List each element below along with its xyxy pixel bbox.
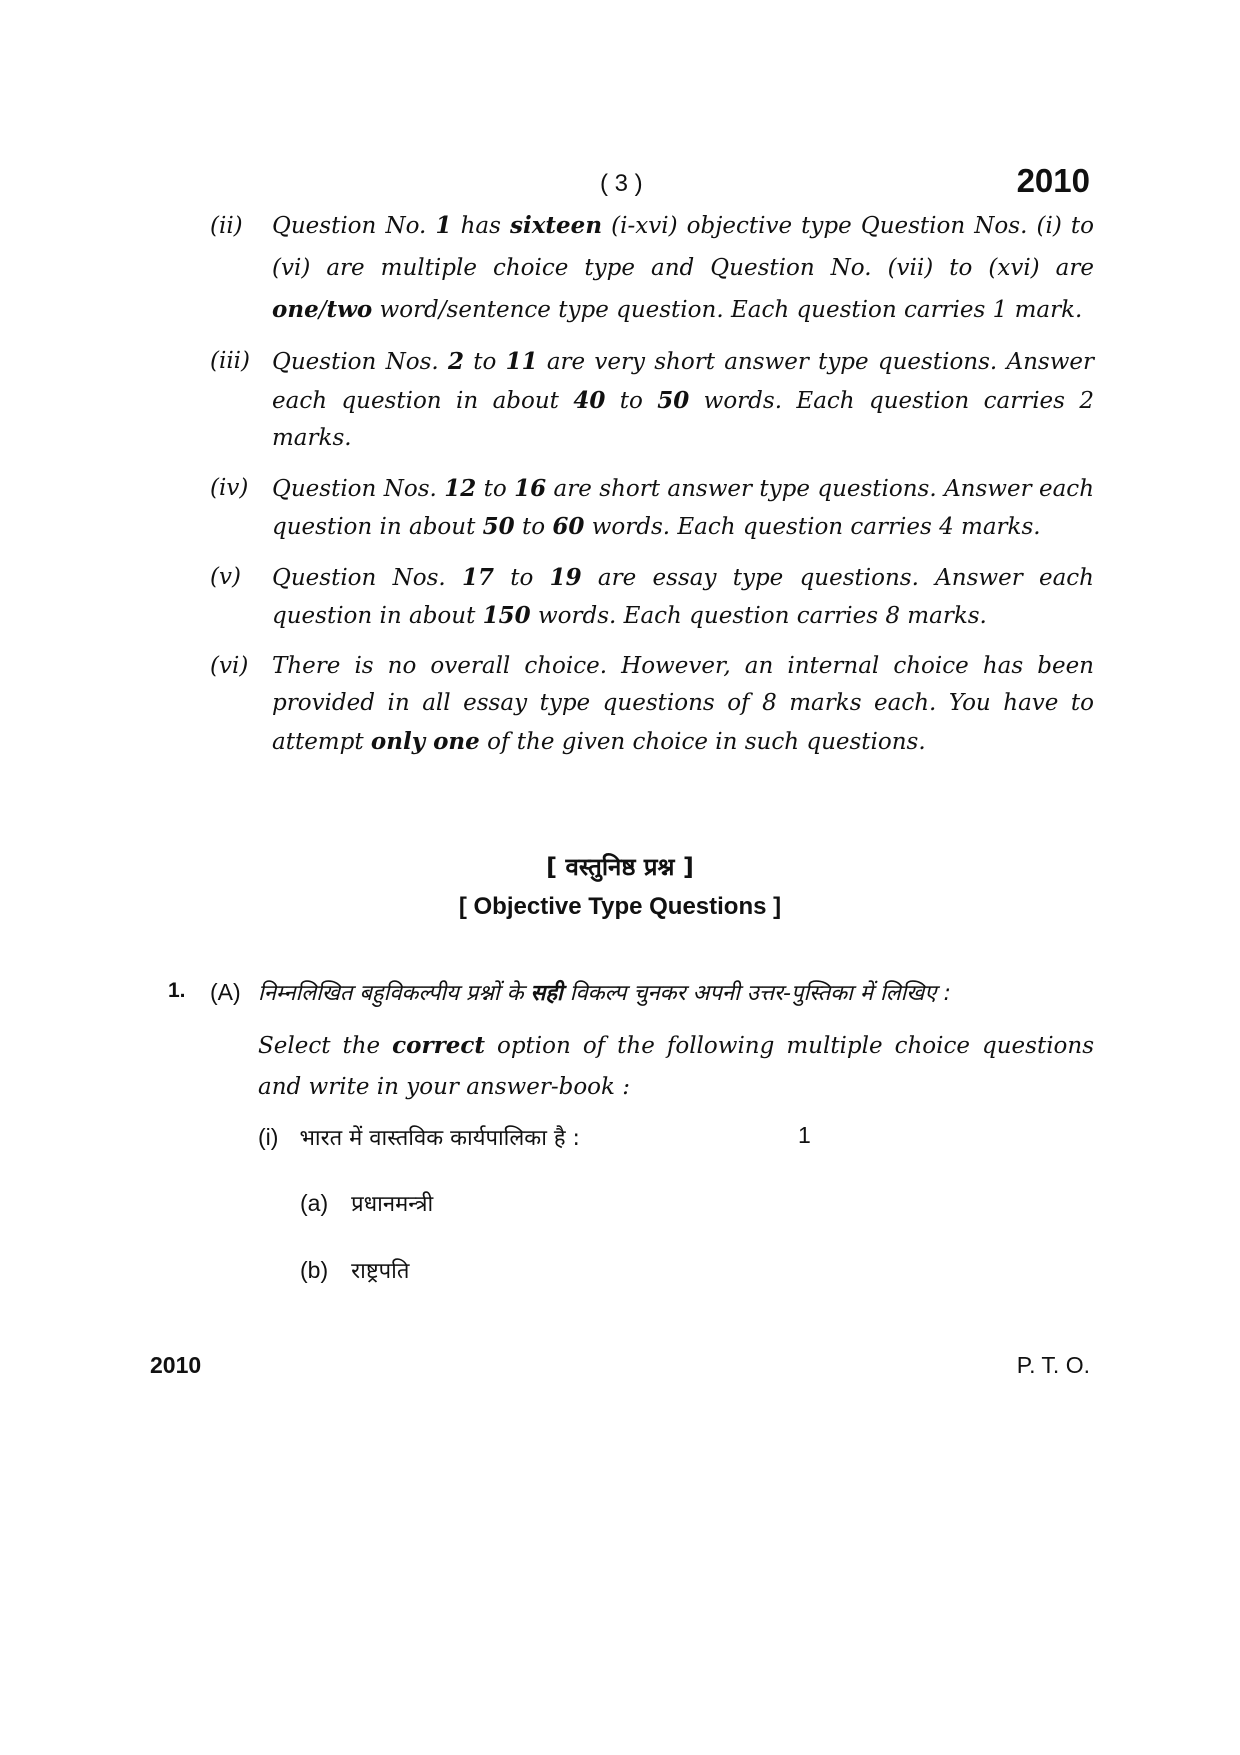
question-english-instruction: Select the correct option of the following multiple choice questions and write in your answer-book : [258,1032,1095,1100]
bold-text: 12 [444,474,477,502]
marks-value: 1 [798,1122,811,1148]
bold-text: 16 [514,474,547,502]
bold-text: sixteen [510,212,603,239]
option-label: (b) [300,1257,329,1283]
option-text: प्रधानमन्त्री [351,1192,434,1217]
instruction-item-iii [210,343,1094,458]
question-part: (A) [210,979,241,1005]
instruction-item-iv [210,470,1094,547]
bold-text: 60 [552,513,585,540]
instructions-list [210,205,1094,773]
paper-code-header: 2010 [1016,162,1090,199]
bold-text: 1 [435,212,452,239]
instruction-item-ii [210,205,1094,331]
instruction-number: (iv) [210,474,249,501]
instruction-item-vi [210,648,1094,762]
instruction-number: (vi) [210,652,249,679]
section-heading-hindi: [ वस्तुनिष्ठ प्रश्न ] [546,853,694,881]
option-b [300,1255,409,1285]
option-text: राष्ट्रपति [351,1259,410,1284]
pto-label: P. T. O. [1016,1352,1090,1378]
bold-text: 2 [447,348,464,375]
instruction-text: There is no overall choice. However, an internal choice has been provided in all essay type questions of 8 marks each. You have to attempt only one of the given choice in such questions. [272,652,1094,755]
instruction-number: (iii) [210,348,251,374]
instruction-text: Question Nos. 2 to 11 are very short answer type questions. Answer each question in about 40 to 50 words. Each question carries 2 marks. [272,348,1094,451]
bold-text: सही [530,981,563,1006]
instruction-item-v [210,559,1094,636]
sub-question-text: भारत में वास्तविक कार्यपालिका है : [299,1126,580,1151]
option-label: (a) [300,1190,329,1216]
question-hindi-instruction: निम्नलिखित बहुविकल्पीय प्रश्नों के सही विकल्प चुनकर अपनी उत्तर-पुस्तिका में लिखिए : [258,981,951,1006]
instruction-text: Question No. 1 has sixteen (i-xvi) objective type Question Nos. (i) to (vi) are multiple choice type and Question No. (vii) to (xvi) are one/two word/sentence type question. Each question carries 1 mark. [272,212,1095,323]
instruction-number: (v) [210,563,241,590]
bold-text: 17 [461,563,494,591]
sub-question-number: (i) [258,1124,279,1150]
bold-text: 50 [657,386,690,414]
instruction-text: Question Nos. 12 to 16 are short answer type questions. Answer each question in about 50 to 60 words. Each question carries 4 marks. [272,474,1095,540]
page-number: ( 3 ) [600,170,643,197]
instruction-text: Question Nos. 17 to 19 are essay type questions. Answer each question in about 150 words. Each question carries 8 marks. [272,563,1094,629]
bold-text: correct [392,1032,485,1059]
bold-text: one [272,296,319,323]
bold-text: 19 [549,563,582,591]
instruction-number: (ii) [210,213,243,239]
bold-text: only one [370,727,480,755]
option-a [300,1188,433,1218]
bold-text: 50 [482,513,515,540]
question-number: 1. [168,979,186,1002]
bold-text: two [326,296,373,323]
bold-text: 40 [573,386,606,414]
bold-text: 11 [505,348,538,375]
bold-text: 150 [482,602,531,629]
paper-code-footer: 2010 [150,1352,202,1378]
sub-question-i [258,1122,818,1152]
section-heading-english: [ Objective Type Questions ] [458,893,782,920]
